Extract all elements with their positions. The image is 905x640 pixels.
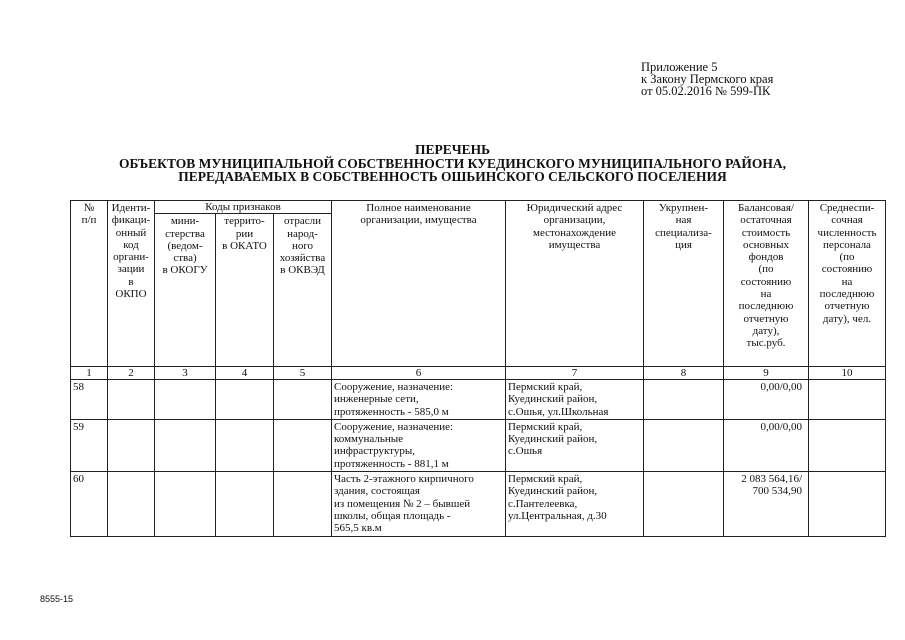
column-number: 8 — [644, 367, 724, 380]
row-staff — [809, 419, 886, 471]
row-specialization — [644, 419, 724, 471]
row-name: Сооружение, назначение: инженерные сети, протяженность - 585,0 м — [332, 380, 506, 420]
row-okpo — [108, 419, 155, 471]
row-num: 59 — [71, 419, 108, 471]
appendix-note — [641, 61, 773, 97]
row-specialization — [644, 472, 724, 536]
column-number: 1 — [71, 367, 108, 380]
row-okato — [216, 419, 274, 471]
row-okpo — [108, 472, 155, 536]
title-line-3: ПЕРЕДАВАЕМЫХ В СОБСТВЕННОСТЬ ОШЬИНСКОГО СЕЛЬСКОГО ПОСЕЛЕНИЯ — [178, 169, 727, 184]
row-name: Часть 2-этажного кирпичного здания, состоящая из помещения № 2 – бывшей школы, общая площадь - 565,5 кв.м — [332, 472, 506, 536]
title-line-1: ПЕРЕЧЕНЬ — [414, 142, 491, 157]
header-specialization: Укрупнен- ная специализа- ция — [644, 201, 724, 367]
header-num: № п/п — [71, 201, 108, 367]
header-okato: террито- рии в ОКАТО — [216, 214, 274, 367]
column-number: 4 — [216, 367, 274, 380]
column-numbers-row — [71, 367, 886, 380]
document-code: 8555-15 — [40, 594, 74, 604]
appendix-line-3: от 05.02.2016 № 599-ПК — [641, 84, 771, 98]
row-balance: 0,00/0,00 — [724, 419, 809, 471]
row-okved — [274, 419, 332, 471]
column-number: 3 — [155, 367, 216, 380]
row-address: Пермский край, Куединский район, с.Ошья — [506, 419, 644, 471]
header-okved: отрасли народ- ного хозяйства в ОКВЭД — [274, 214, 332, 367]
column-number: 2 — [108, 367, 155, 380]
document-title — [60, 143, 845, 184]
column-number: 9 — [724, 367, 809, 380]
column-number: 7 — [506, 367, 644, 380]
row-staff — [809, 380, 886, 420]
table-row — [71, 472, 886, 536]
row-okogu — [155, 472, 216, 536]
row-specialization — [644, 380, 724, 420]
header-row — [71, 201, 886, 214]
header-okogu: мини- стерства (ведом- ства) в ОКОГУ — [155, 214, 216, 367]
row-staff — [809, 472, 886, 536]
header-balance: Балансовая/ остаточная стоимость основных фондов (по состоянию на последнюю отчетную дату), тыс.руб. — [724, 201, 809, 367]
header-codes: Коды признаков — [155, 201, 332, 214]
row-okved — [274, 380, 332, 420]
header-name: Полное наименование организации, имущества — [332, 201, 506, 367]
table-row — [71, 419, 886, 471]
row-balance: 2 083 564,16/ 700 534,90 — [724, 472, 809, 536]
table-row — [71, 380, 886, 420]
row-num: 60 — [71, 472, 108, 536]
column-number: 10 — [809, 367, 886, 380]
row-balance: 0,00/0,00 — [724, 380, 809, 420]
row-okpo — [108, 380, 155, 420]
header-okpo: Иденти- фикаци- онный код органи- зации в ОКПО — [108, 201, 155, 367]
column-number: 5 — [274, 367, 332, 380]
header-address: Юридический адрес организации, местонахождение имущества — [506, 201, 644, 367]
header-staff: Среднеспи- сочная численность персонала (по состоянию на последнюю отчетную дату), чел. — [809, 201, 886, 367]
row-name: Сооружение, назначение: коммунальные инфраструктуры, протяженность - 881,1 м — [332, 419, 506, 471]
column-number: 6 — [332, 367, 506, 380]
row-address: Пермский край, Куединский район, с.Ошья, ул.Школьная — [506, 380, 644, 420]
appendix-line-1: Приложение 5 — [641, 60, 718, 74]
row-okogu — [155, 380, 216, 420]
row-okved — [274, 472, 332, 536]
row-okato — [216, 380, 274, 420]
row-address: Пермский край, Куединский район, с.Пантелеевка, ул.Центральная, д.30 — [506, 472, 644, 536]
row-num: 58 — [71, 380, 108, 420]
row-okogu — [155, 419, 216, 471]
title-line-2: ОБЪЕКТОВ МУНИЦИПАЛЬНОЙ СОБСТВЕННОСТИ КУЕДИНСКОГО МУНИЦИПАЛЬНОГО РАЙОНА, — [118, 155, 787, 171]
property-table — [70, 200, 886, 537]
row-okato — [216, 472, 274, 536]
appendix-line-2: к Закону Пермского края — [641, 72, 774, 86]
